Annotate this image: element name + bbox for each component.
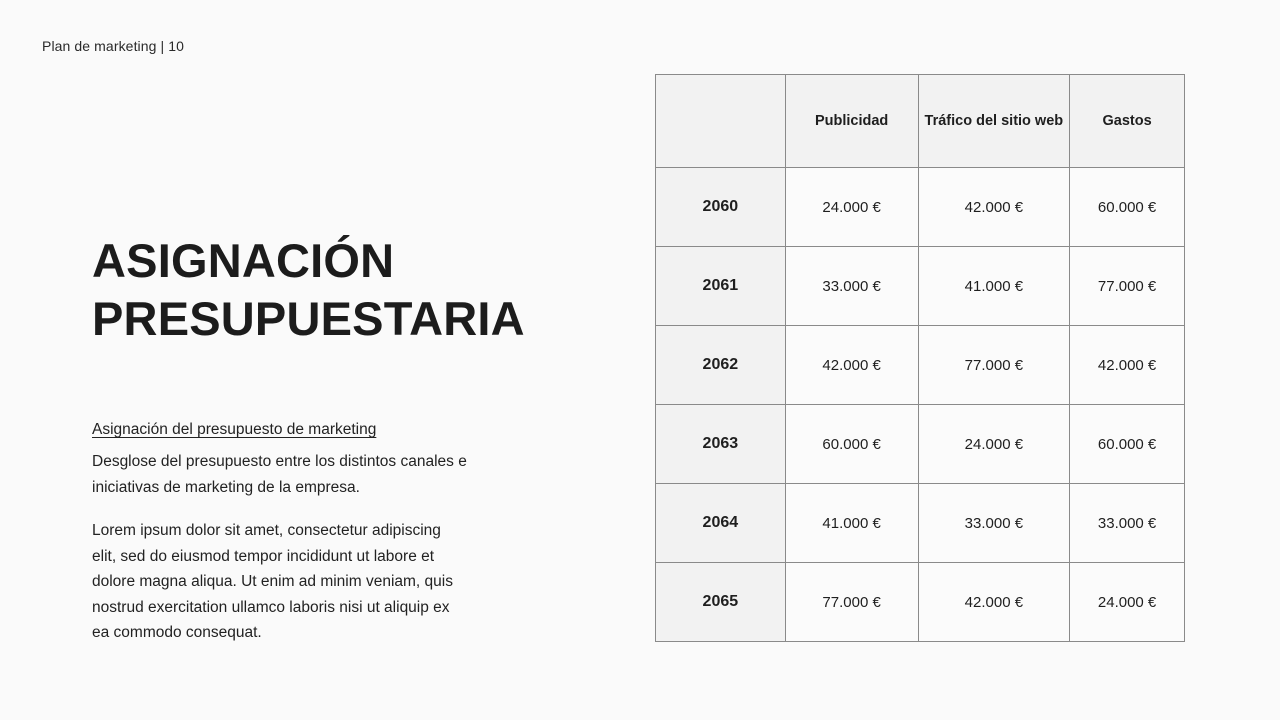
year-cell: 2065 — [656, 563, 786, 642]
header-cell-gastos: Gastos — [1070, 75, 1185, 168]
value-cell: 33.000 € — [1070, 484, 1185, 563]
value-cell: 77.000 € — [918, 326, 1070, 405]
value-cell: 60.000 € — [1070, 405, 1185, 484]
value-cell: 42.000 € — [1070, 326, 1185, 405]
year-cell: 2060 — [656, 168, 786, 247]
section-subheading: Asignación del presupuesto de marketing — [92, 421, 377, 438]
value-cell: 77.000 € — [785, 563, 918, 642]
value-cell: 33.000 € — [785, 247, 918, 326]
table-row — [656, 326, 1185, 405]
page-header: Plan de marketing | 10 — [42, 38, 185, 54]
value-cell: 60.000 € — [785, 405, 918, 484]
header-cell-empty — [656, 75, 786, 168]
value-cell: 60.000 € — [1070, 168, 1185, 247]
table-row — [656, 168, 1185, 247]
page-title — [92, 232, 572, 348]
title-line-1: ASIGNACIÓN — [92, 234, 395, 287]
value-cell: 24.000 € — [918, 405, 1070, 484]
value-cell: 42.000 € — [785, 326, 918, 405]
title-line-2: PRESUPUESTARIA — [92, 292, 525, 345]
value-cell: 42.000 € — [918, 563, 1070, 642]
value-cell: 24.000 € — [785, 168, 918, 247]
year-cell: 2061 — [656, 247, 786, 326]
value-cell: 42.000 € — [918, 168, 1070, 247]
year-cell: 2064 — [656, 484, 786, 563]
value-cell: 33.000 € — [918, 484, 1070, 563]
table-row — [656, 247, 1185, 326]
table-row — [656, 484, 1185, 563]
value-cell: 24.000 € — [1070, 563, 1185, 642]
table-header-row — [656, 75, 1185, 168]
value-cell: 77.000 € — [1070, 247, 1185, 326]
body-paragraph: Lorem ipsum dolor sit amet, consectetur adipiscing elit, sed do eiusmod tempor incididunt ut labore et dolore magna aliqua. Ut enim ad minim veniam, quis nostrud exercitation ullamco laboris nisi ut aliquip ex ea commodo consequat. — [92, 522, 453, 641]
year-cell: 2063 — [656, 405, 786, 484]
header-cell-publicidad: Publicidad — [785, 75, 918, 168]
section-description: Desglose del presupuesto entre los distintos canales e iniciativas de marketing de la empresa. — [92, 453, 467, 496]
year-cell: 2062 — [656, 326, 786, 405]
value-cell: 41.000 € — [785, 484, 918, 563]
table-row — [656, 405, 1185, 484]
value-cell: 41.000 € — [918, 247, 1070, 326]
header-cell-trafico: Tráfico del sitio web — [918, 75, 1070, 168]
budget-table — [655, 74, 1185, 642]
table-row — [656, 563, 1185, 642]
